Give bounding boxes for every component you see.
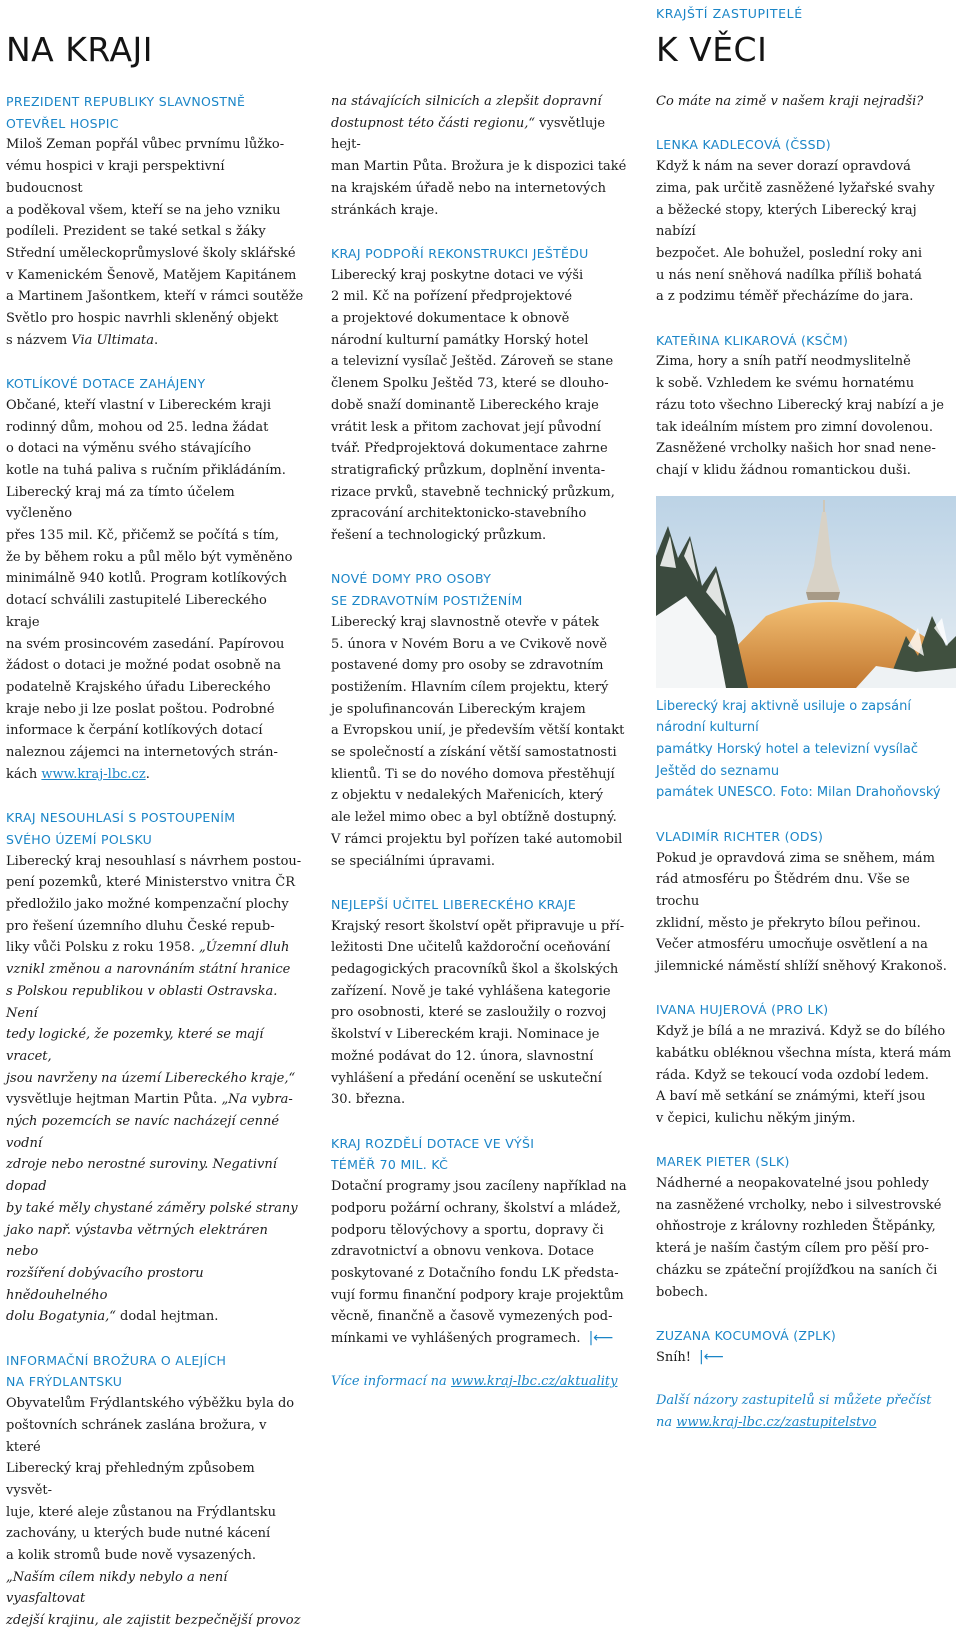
respondent-answer: Zima, hory a sníh patří neodmyslitelně k sobě. Vzhledem ke svému hornatému rázu toto všechno Liberecký kraj nabízí a je tak ideálním místem pro zimní dovolenou. Zasněžené vrcholky našich hor snad nene- chají v klidu žádnou romantickou duši.	[656, 354, 944, 478]
article-body: Liberecký kraj nesouhlasí s návrhem postou- pení pozemků, které Ministerstvo vnitra ČR předložilo jako možné kompenzační plochy pro řešení územního dluhu České repub- liky vůči Polsku z roku 1958. „Územní dluh vznikl změnou a narovnáním státní hranice s Polskou republikou v oblasti Ostravska. Není tedy logické, že pozemky, které se mají vracet, jsou navrženy na území Libereckého kraje,“ vysvětluje hejtman Martin Půta. „Na vybra- ných pozemcích se navíc nacházejí cenné vodní zdroje nebo nerostné suroviny. Negativní dopad by také měly chystané záměry polské strany jako např. výstavba větrných elektráren nebo rozšíření dobývacího prostoru hnědouhelného dolu Bogatynia,“ dodal hejtman.	[6, 853, 302, 1325]
article-body: na stávajících silnicích a zlepšit dopravní dostupnost této části regionu,“ vysvětluje hejt- man Martin Půta. Brožura je k dispozici také na krajském úřadě nebo na internetových stránkách kraje.	[331, 94, 627, 218]
section-kicker: KRAJŠTÍ ZASTUPITELÉ	[656, 6, 803, 21]
article-heading: NA FRÝDLANTSKU	[6, 1374, 123, 1390]
article-heading: NOVÉ DOMY PRO OSOBY	[331, 571, 492, 587]
article-heading: KRAJ ROZDĚLÍ DOTACE VE VÝŠI	[331, 1135, 535, 1151]
article-heading: SE ZDRAVOTNÍM POSTIŽENÍM	[331, 593, 523, 609]
article-heading: OTEVŘEL HOSPIC	[6, 115, 119, 131]
left-column	[6, 91, 304, 1632]
respondent-name: KATEŘINA KLIKAROVÁ (KSČM)	[656, 332, 849, 348]
zastupitelstvo-link[interactable]: www.kraj-lbc.cz/zastupitelstvo	[676, 1414, 877, 1430]
end-mark-icon: |⟵	[588, 1330, 614, 1347]
kraj-lbc-link[interactable]: www.kraj-lbc.cz	[41, 766, 146, 782]
survey-question: Co máte na zimě v našem kraji nejradši?	[656, 94, 924, 109]
respondent-name: VLADIMÍR RICHTER (ODS)	[656, 828, 824, 844]
photo-caption: Liberecký kraj aktivně usiluje o zapsání národní kulturní památky Horský hotel a televizní vysílač Ještěd do seznamu památek UNESCO. Foto: Milan Drahoňovský	[656, 698, 941, 801]
respondent-answer: Sníh! |⟵	[656, 1347, 956, 1369]
jested-photo	[656, 496, 956, 688]
article-heading: PREZIDENT REPUBLIKY SLAVNOSTNĚ	[6, 94, 246, 109]
article-body: Liberecký kraj slavnostně otevře v pátek 5. února v Novém Boru a ve Cvikově nově postavené domy pro osoby se zdravotním postižením. Hlavním cílem projektu, který je spolufinancován Libereckým krajem a Evropskou unií, je především větší kontakt se společností a získání větší samostatnosti klientů. Ti se do nového domova přestěhují z objektu v nedalekých Mařenicích, který ale ležel mimo obec a byl obtížně dostupný. V rámci projektu byl pořízen také automobil se speciálními úpravami.	[331, 614, 625, 869]
more-opinions: Další názory zastupitelů si můžete přečíst na www.kraj-lbc.cz/zastupitelstvo	[656, 1393, 932, 1430]
article-quote: „Naším cílem nikdy nebylo a není vyasfaltovat zdejší krajinu, ale zajistit bezpečnější provoz	[6, 1569, 301, 1629]
respondent-answer: Když k nám na sever dorazí opravdová zima, pak určitě zasněžené lyžařské svahy a běžecké stopy, kterých Liberecký kraj nabízí bezpočet. Ale bohužel, poslední roky ani u nás není sněhová nadílka příliš bohatá a z podzimu téměř přecházíme do jara.	[656, 159, 935, 305]
respondent-name: MAREK PIETER (SLK)	[656, 1154, 790, 1170]
article-heading: NEJLEPŠÍ UČITEL LIBERECKÉHO KRAJE	[331, 896, 577, 912]
respondent-name: ZUZANA KOCUMOVÁ (ZPLK)	[656, 1327, 837, 1343]
article-heading: SVÉHO ÚZEMÍ POLSKU	[6, 831, 153, 847]
article-heading: INFORMAČNÍ BROŽURA O ALEJÍCH	[6, 1352, 227, 1368]
article-heading: KRAJ NESOUHLASÍ S POSTOUPENÍM	[6, 810, 236, 826]
section-title-na-kraji: NA KRAJI	[6, 30, 154, 69]
right-column	[656, 91, 956, 1433]
respondent-answer: Pokud je opravdová zima se sněhem, mám rád atmosféru po Štědrém dnu. Vše se trochu zklidní, město je překryto bílou peřinou. Večer atmosféru umocňuje osvětlení a na jilemnické náměstí shlíží sněhový Krakonoš.	[656, 850, 947, 975]
respondent-name: IVANA HUJEROVÁ (PRO LK)	[656, 1002, 829, 1018]
article-heading: TÉMĚŘ 70 MIL. KČ	[331, 1157, 449, 1173]
article-body: Občané, kteří vlastní v Libereckém kraji rodinný dům, mohou od 25. ledna žádat o dotaci na výměnu svého stávajícího kotle na tuhá paliva s ručním přikládáním. Liberecký kraj má za tímto účelem vyčleněno přes 135 mil. Kč, přičemž se počítá s tím, že by během roku a půl mělo být vyměněno minimálně 940 kotlů. Program kotlíkových dotací schválili zastupitelé Libereckého kraje na svém prosincovém zasedání. Papírovou žádost o dotaci je možné podat osobně na podatelně Krajského úřadu Libereckého kraje nebo ji lze poslat poštou. Podrobné informace k čerpání kotlíkových dotací naleznou zájemci na internetových strán- kách www.kraj-lbc.cz.	[6, 397, 293, 782]
middle-column	[331, 91, 629, 1393]
article-body: Miloš Zeman popřál vůbec prvnímu lůžko- vému hospici v kraji perspektivní budoucnost a poděkoval všem, kteří se na jeho vzniku podíleli. Prezident se také setkal s žáky Střední uměleckoprůmyslové školy sklářské v Kamenickém Šenově, Matějem Kapitánem a Martinem Jašontkem, kteří v rámci soutěže Světlo pro hospic navrhli skleněný objekt s názvem Via Ultimata.	[6, 137, 304, 348]
article-body: Liberecký kraj poskytne dotaci ve výši 2 mil. Kč na pořízení předprojektové a projektové dokumentace k obnově národní kulturní památky Horský hotel a televizní vysílač Ještěd. Zároveň se stane členem Spolku Ještěd 73, které se dlouho- době snaží dominantě Libereckého kraje vrátit lesk a přitom zachovat její původní tvář. Předprojektová dokumentace zahrne stratigrafický průzkum, doplnění inventa- rizace prvků, stavebně technický průzkum, zpracování architektonicko-stavebního řešení a technologický průzkum.	[331, 267, 615, 544]
article-heading: KOTLÍKOVÉ DOTACE ZAHÁJENY	[6, 376, 206, 392]
article-heading: KRAJ PODPOŘÍ REKONSTRUKCI JEŠTĚDU	[331, 245, 589, 261]
article-body: Dotační programy jsou zacíleny například na podporu požární ochrany, školství a mládež, podporu tělovýchovy a sportu, dopravy či zdravotnictví a obnovu venkova. Dotace poskytované z Dotačního fondu LK předsta- vují formu finanční podpory kraje projektům věcně, finančně a časově vymezených pod- mínkami ve vyhlášených programech. |⟵	[331, 1176, 629, 1350]
article-body: Krajský resort školství opět připravuje u pří- ležitosti Dne učitelů každoroční oceňování pedagogických pracovníků škol a školských zařízení. Nově je také vyhlášena kategorie pro osobnosti, které se zasloužily o rozvoj školství v Libereckém kraji. Nominace je možné podávat do 12. února, slavnostní vyhlášení a předání ocenění se uskuteční 30. března.	[331, 918, 625, 1108]
section-title-k-veci: K VĚCI	[656, 30, 768, 69]
article-body: Obyvatelům Frýdlantského výběžku byla do poštovních schránek zaslána brožura, v které Liberecký kraj přehledným způsobem vysvět- luje, které aleje zůstanou na Frýdlantsku zachovány, u kterých bude nutné kácení a kolik stromů bude nově vysazených.	[6, 1396, 295, 1564]
respondent-answer: Když je bílá a ne mrazivá. Když se do bílého kabátku obléknou všechna místa, která mám ráda. Když se tekoucí voda ozdobí ledem. A baví mě setkání se známými, kteří jsou v čepici, kulichu někým jiným.	[656, 1024, 952, 1126]
more-info: Více informací na www.kraj-lbc.cz/aktuality	[331, 1374, 618, 1390]
aktuality-link[interactable]: www.kraj-lbc.cz/aktuality	[450, 1374, 618, 1390]
respondent-name: LENKA KADLECOVÁ (ČSSD)	[656, 137, 831, 153]
respondent-answer: Nádherné a neopakovatelné jsou pohledy na zasněžené vrcholky, nebo i silvestrovské ohňostroje z královny rozhleden Štěpánky, která je naším častým cílem pro pěší pro- cházku se zpáteční projížďkou na saních či bobech.	[656, 1176, 942, 1300]
end-mark-icon: |⟵	[699, 1348, 724, 1365]
